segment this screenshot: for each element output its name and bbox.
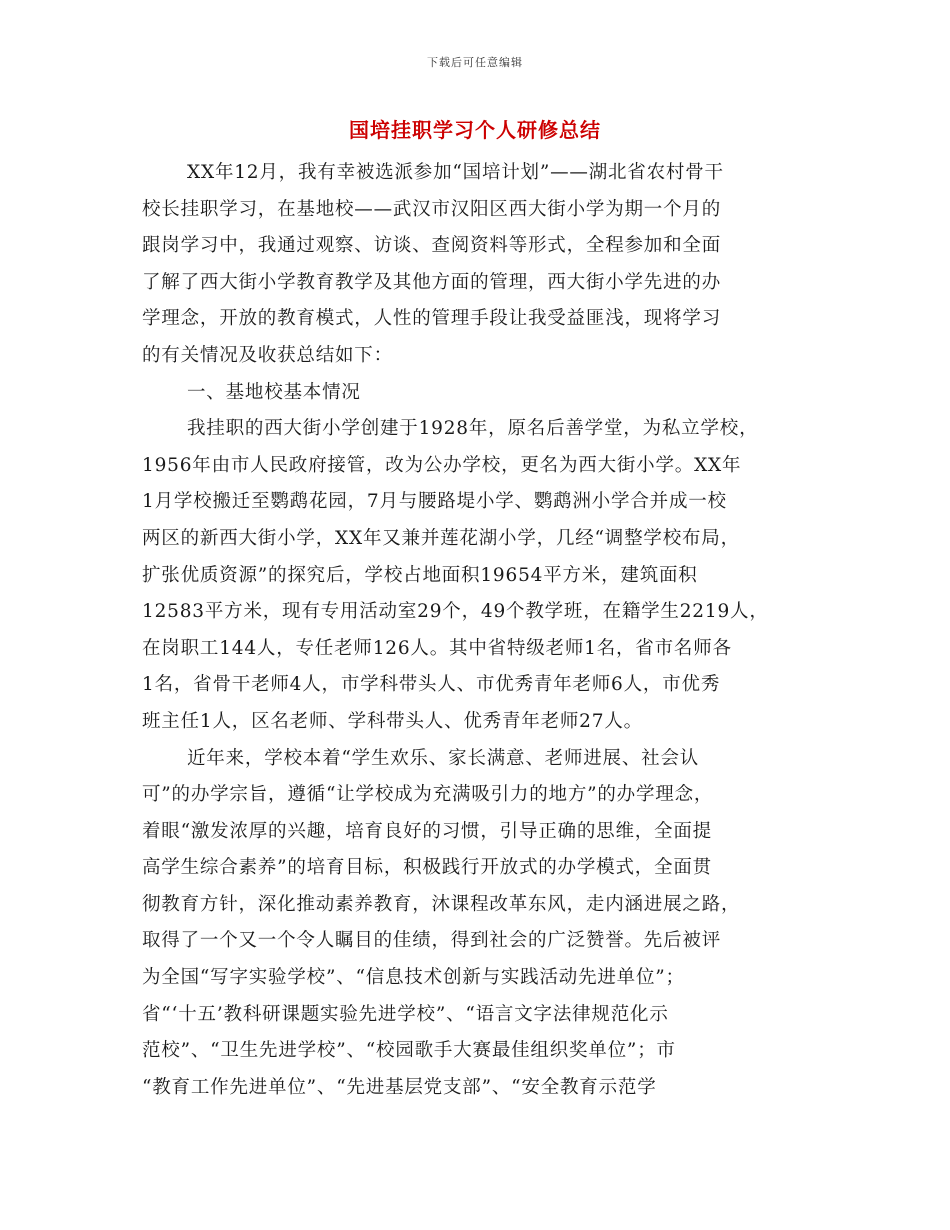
text-line: 我挂职的西大街小学创建于1928年，原名后善学堂，为私立学校，: [187, 418, 759, 440]
text-line: 1月学校搬迁至鹦鹉花园，7月与腰路堤小学、鹦鹉洲小学合并成一校: [142, 491, 727, 513]
text-line: “教育工作先进单位”、“先进基层党支部”、“安全教育示范学: [142, 1076, 657, 1098]
text-line: 一、基地校基本情况: [187, 381, 361, 403]
text-line: 范校”、“卫生先进学校”、“校园歌手大赛最佳组织奖单位”；市: [142, 1040, 676, 1062]
text-line: 学理念，开放的教育模式，人性的管理手段让我受益匪浅，现将学习: [142, 308, 722, 330]
text-line: 的有关情况及收获总结如下：: [142, 344, 393, 366]
text-line: 12583平方米，现有专用活动室29个，49个教学班，在籍学生2219人，: [142, 601, 769, 623]
header-note: 下载后可任意编辑: [427, 56, 523, 69]
text-line: 可”的办学宗旨，遵循“让学校成为充满吸引力的地方”的办学理念，: [142, 784, 714, 806]
document-body: [142, 155, 822, 1106]
text-line: 1956年由市人民政府接管，改为公办学校，更名为西大街小学。XX年: [142, 454, 742, 476]
text-line: XX年12月，我有幸被选派参加“国培计划”——湖北省农村骨干: [187, 162, 724, 183]
text-line: 跟岗学习中，我通过观察、访谈、查阅资料等形式，全程参加和全面: [142, 235, 722, 257]
text-line: 两区的新西大街小学，XX年又兼并莲花湖小学，几经“调整学校布局，: [142, 527, 740, 549]
text-line: 着眼“激发浓厚的兴趣，培育良好的习惯，引导正确的思维，全面提: [142, 820, 712, 842]
document-title: 国培挂职学习个人研修总结: [349, 118, 601, 142]
text-line: 彻教育方针，深化推动素养教育，沐课程改革东风，走内涵进展之路，: [142, 893, 741, 915]
text-line: 校长挂职学习，在基地校——武汉市汉阳区西大街小学为期一个月的: [142, 198, 722, 220]
text-line: 班主任1人，区名老师、学科带头人、优秀青年老师27人。: [142, 710, 643, 732]
text-line: 在岗职工144人，专任老师126人。其中省特级老师1名，省市名师各: [142, 637, 732, 659]
text-line: 近年来，学校本着“学生欢乐、家长满意、老师进展、社会认: [187, 747, 700, 769]
text-line: 取得了一个又一个令人瞩目的佳绩，得到社会的广泛赞誉。先后被评: [142, 930, 722, 952]
text-line: 扩张优质资源”的探究后，学校占地面积19654平方米，建筑面积: [142, 564, 698, 586]
text-line: 1名，省骨干老师4人，市学科带头人、市优秀青年老师6人，市优秀: [142, 674, 721, 696]
text-line: 为全国“写字实验学校”、“信息技术创新与实践活动先进单位”；: [142, 967, 685, 989]
text-line: 高学生综合素养”的培育目标，积极践行开放式的办学模式，全面贯: [142, 857, 712, 879]
text-line: 了解了西大街小学教育教学及其他方面的管理，西大街小学先进的办: [142, 271, 722, 293]
text-line: 省“‘十五’教科研课题实验先进学校”、“语言文字法律规范化示: [142, 1003, 669, 1025]
